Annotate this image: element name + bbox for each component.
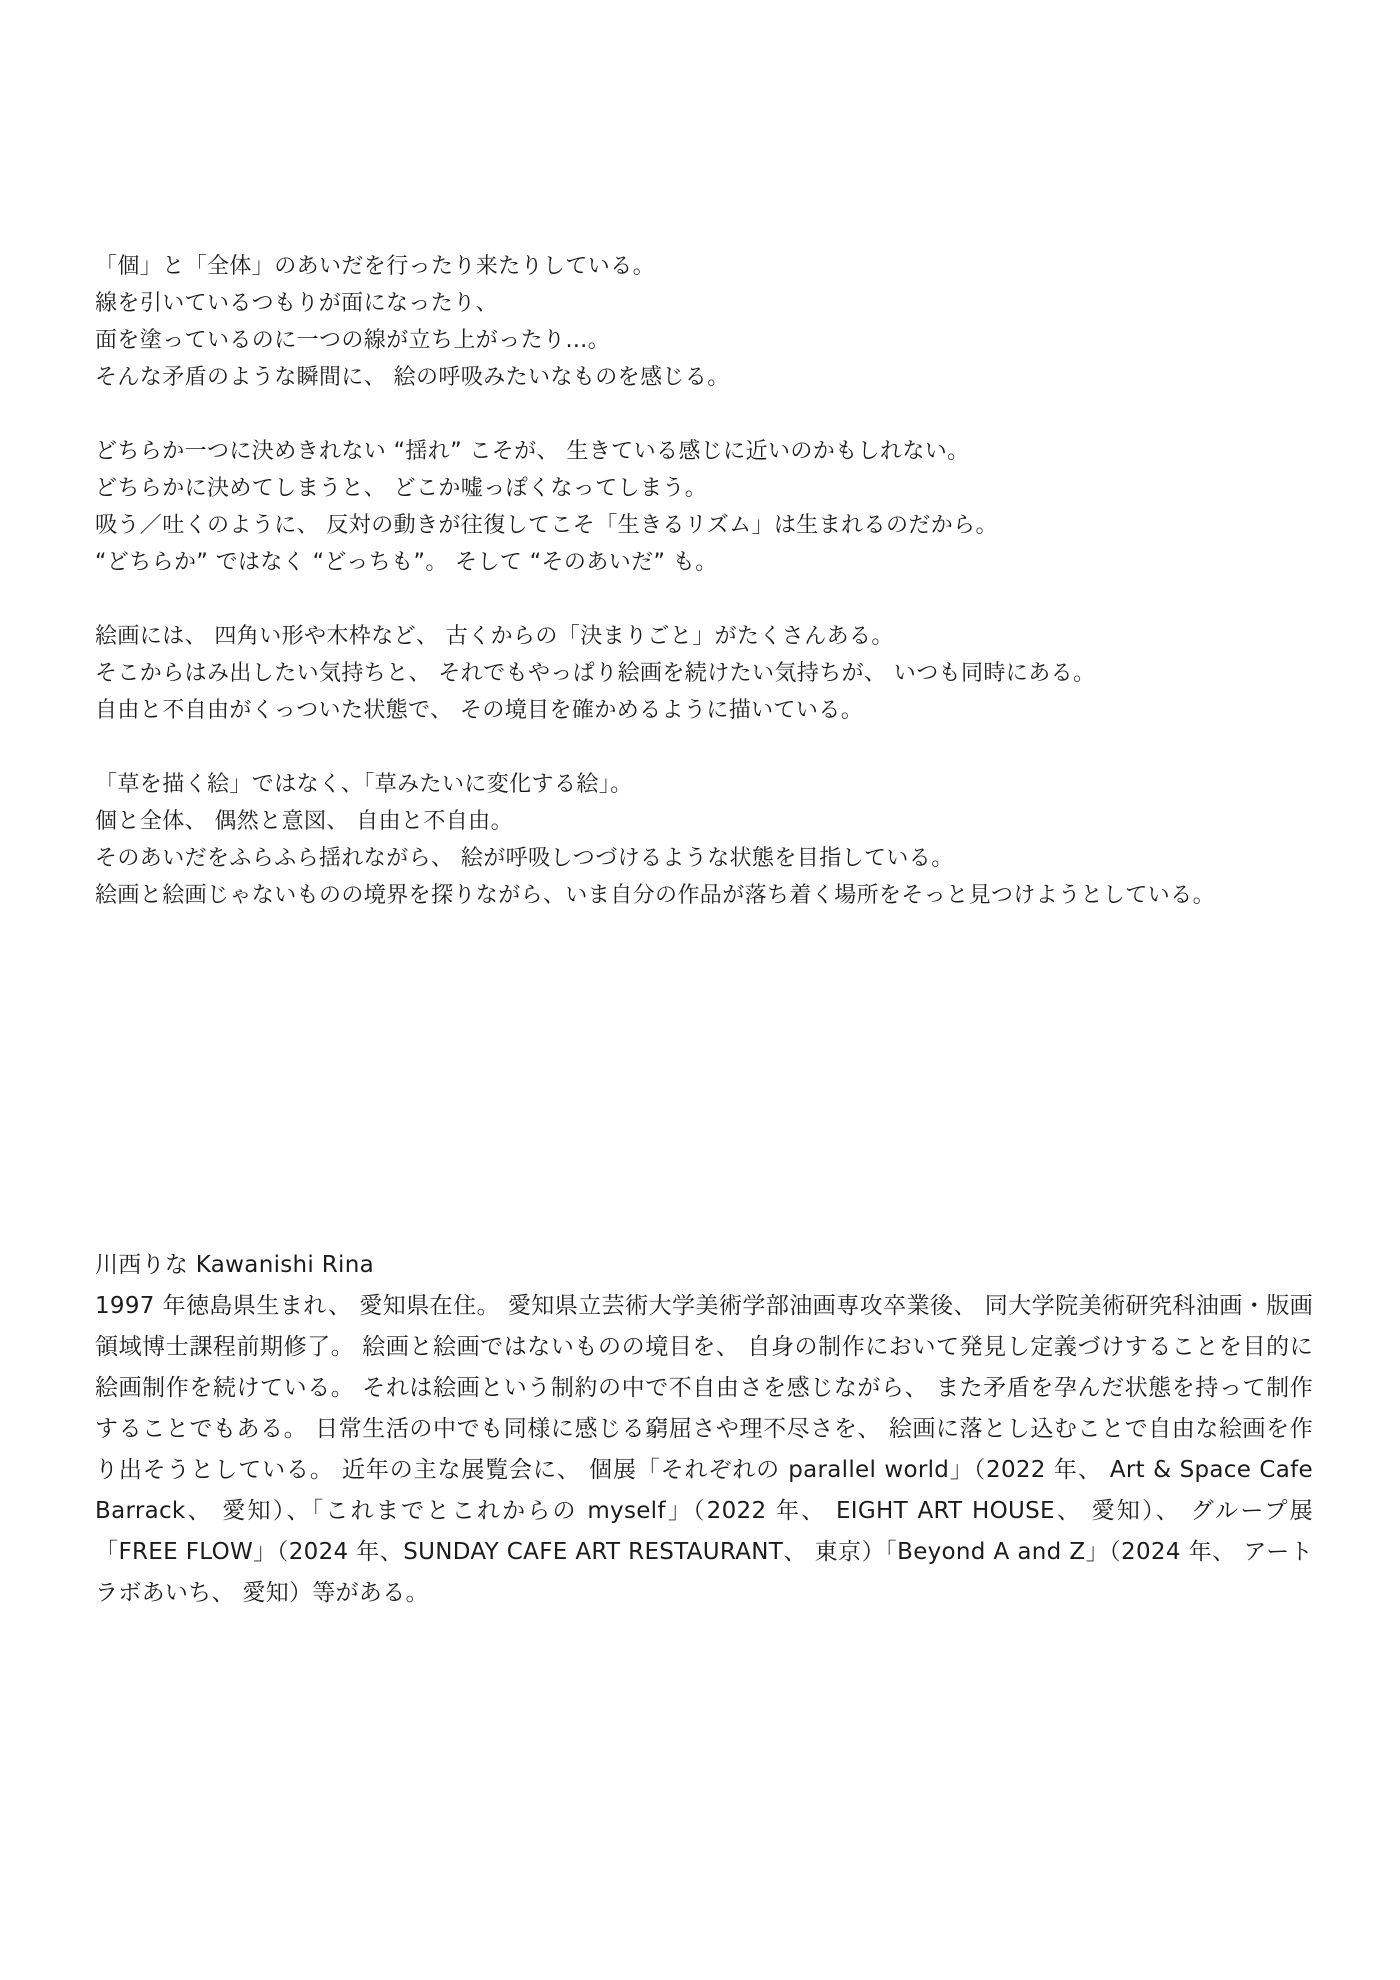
statement-paragraph-2 (95, 433, 1340, 581)
statement-line: 「個」と「全体」のあいだを行ったり来たりしている。 (95, 254, 656, 279)
statement-line: どちらかに決めてしまうと、 どこか嘘っぽくなってしまう。 (95, 476, 708, 501)
statement-line: どちらか一つに決めきれない “揺れ” こそが、 生きている感じに近いのかもしれない。 (95, 439, 970, 464)
artist-name: 川西りな Kawanishi Rina (95, 1252, 374, 1278)
statement-line: 自由と不自由がくっついた状態で、 その境目を確かめるように描いている。 (95, 698, 864, 723)
artist-bio (95, 1245, 1321, 1614)
artist-statement (95, 248, 1340, 951)
statement-paragraph-4 (95, 766, 1340, 914)
statement-paragraph-3 (95, 618, 1340, 729)
statement-line: 吸う／吐くのように、 反対の動きが往復してこそ「生きるリズム」は生まれるのだから。 (95, 513, 998, 538)
bio-text: 1997 年徳島県生まれ、 愛知県在住。 愛知県立芸術大学美術学部油画専攻卒業後、 同大学院美術研究科油画・版画領域博士課程前期修了。 絵画と絵画ではないものの境目を、 自身の制作において発見し定義づけすることを目的に絵画制作を続けている。 それは絵画という制約の中で不自由さを感じながら、 また矛盾を孕んだ状態を持って制作することでもある。 日常生活の中でも同様に感じる窮屈さや理不尽さを、 絵画に落とし込むことで自由な絵画を作り出そうとしている。 近年の主な展覧会に、 個展「それぞれの parallel world」（2022 年、 Art & Space Cafe Barrack、 愛知）、「これまでとこれからの myself」（2022 年、 EIGHT ART HOUSE、 愛知）、 グループ展「FREE FLOW」（2024 年、SUNDAY CAFE ART RESTAURANT、 東京）「Beyond A and Z」（2024 年、 アートラボあいち、 愛知）等がある。 (95, 1293, 1321, 1606)
statement-line: 線を引いているつもりが面になったり、 (95, 291, 498, 316)
statement-line: “どちらか” ではなく “どっちも”。 そして “そのあいだ” も。 (95, 550, 718, 575)
statement-line: そんな矛盾のような瞬間に、 絵の呼吸みたいなものを感じる。 (95, 365, 730, 390)
statement-line: そこからはみ出したい気持ちと、 それでもやっぱり絵画を続けたい気持ちが、 いつも同時にある。 (95, 661, 1096, 686)
statement-line: そのあいだをふらふら揺れながら、 絵が呼吸しつづけるような状態を目指している。 (95, 846, 954, 871)
statement-line: 絵画には、 四角い形や木枠など、 古くからの「決まりごと」がたくさんある。 (95, 624, 894, 649)
statement-line: 絵画と絵画じゃないものの境界を探りながら、いま自分の作品が落ち着く場所をそっと見つけようとしている。 (95, 883, 1216, 908)
statement-line: 面を塗っているのに一つの線が立ち上がったり…。 (95, 328, 611, 353)
statement-paragraph-1 (95, 248, 1340, 396)
statement-line: 個と全体、 偶然と意図、 自由と不自由。 (95, 809, 513, 834)
statement-line: 「草を描く絵」ではなく、「草みたいに変化する絵」。 (95, 772, 633, 797)
